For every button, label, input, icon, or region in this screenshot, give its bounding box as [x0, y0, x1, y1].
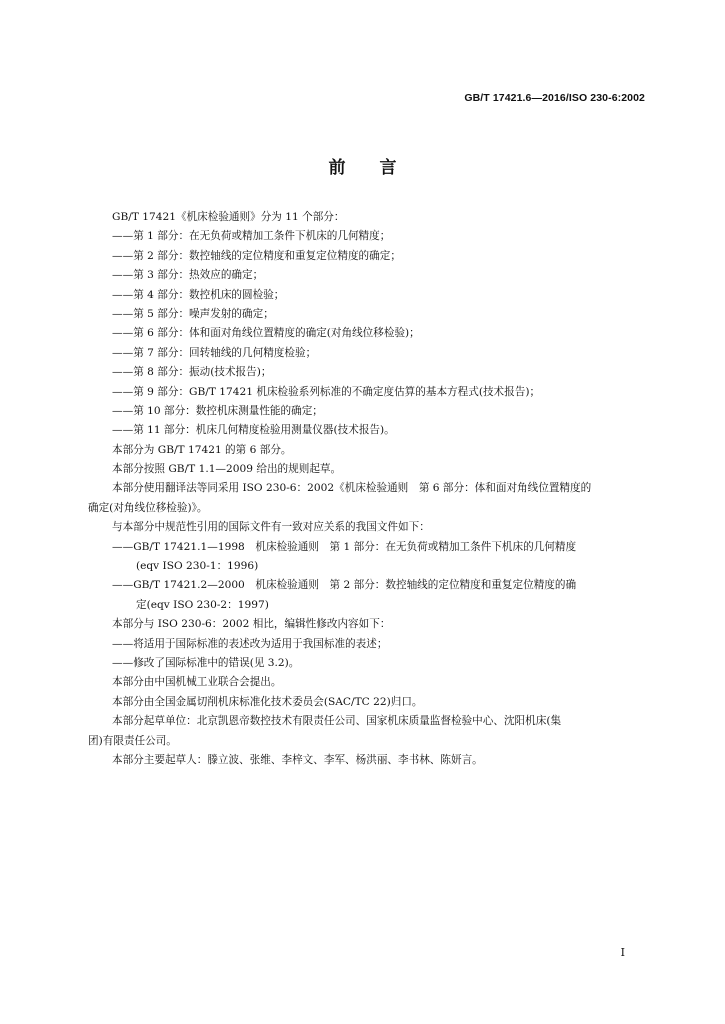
paragraph-part-statement: 本部分为 GB/T 17421 的第 6 部分。 — [112, 443, 292, 456]
foreword-body — [88, 208, 646, 770]
paragraph-drafters: 本部分主要起草人：滕立波、张维、李梓文、李军、杨洪丽、李书林、陈妍言。 — [112, 753, 483, 766]
list-item-part-6: ——第 6 部分：体和面对角线位置精度的确定(对角线位移检验)； — [112, 327, 420, 340]
page-number: I — [620, 946, 625, 959]
list-item-part-8: ——第 8 部分：振动(技术报告)； — [112, 366, 272, 379]
reference-item-1-line-2: (eqv ISO 230-1：1996) — [136, 560, 259, 573]
list-item-part-2: ——第 2 部分：数控轴线的定位精度和重复定位精度的确定； — [112, 249, 401, 262]
paragraph-drafting-rules: 本部分按照 GB/T 1.1—2009 给出的规则起草。 — [112, 463, 342, 476]
paragraph-adoption-line-2: 确定(对角线位移检验)》。 — [88, 501, 208, 514]
reference-item-2-line-2: 定(eqv ISO 230-2：1997) — [136, 598, 269, 611]
paragraph-drafting-units-line-2: 团)有限责任公司。 — [88, 734, 177, 747]
change-item-1: ——将适用于国际标准的表述改为适用于我国标准的表述； — [112, 637, 388, 650]
reference-item-2-line-1: ——GB/T 17421.2—2000 机床检验通则 第 2 部分：数控轴线的定位精度和重复定位精度的确 — [112, 579, 577, 592]
list-item-part-1: ——第 1 部分：在无负荷或精加工条件下机床的几何精度； — [112, 230, 391, 243]
change-item-2: ——修改了国际标准中的错误(见 3.2)。 — [112, 656, 300, 669]
paragraph-intro: GB/T 17421《机床检验通则》分为 11 个部分： — [112, 211, 345, 223]
reference-item-1-line-1: ——GB/T 17421.1—1998 机床检验通则 第 1 部分：在无负荷或精加工条件下机床的几何精度 — [112, 540, 577, 553]
paragraph-references-intro: 与本部分中规范性引用的国际文件有一致对应关系的我国文件如下： — [112, 521, 430, 534]
list-item-part-11: ——第 11 部分：机床几何精度检验用测量仪器(技术报告)。 — [112, 424, 395, 437]
paragraph-editorial-changes: 本部分与 ISO 230-6：2002 相比，编辑性修改内容如下： — [112, 618, 391, 631]
list-item-part-3: ——第 3 部分：热效应的确定； — [112, 269, 264, 282]
list-item-part-7: ——第 7 部分：回转轴线的几何精度检验； — [112, 346, 317, 359]
list-item-part-9: ——第 9 部分：GB/T 17421 机床检验系列标准的不确定度估算的基本方程式(技术报告)； — [112, 385, 541, 398]
page-title: 前言 — [328, 158, 431, 178]
paragraph-drafting-units-line-1: 本部分起草单位：北京凯恩帝数控技术有限责任公司、国家机床质量监督检验中心、沈阳机床(集 — [112, 715, 562, 728]
paragraph-adoption-line-1: 本部分使用翻译法等同采用 ISO 230-6：2002《机床检验通则 第 6 部分：体和面对角线位置精度的 — [112, 482, 592, 495]
list-item-part-10: ——第 10 部分：数控机床测量性能的确定； — [112, 404, 323, 417]
list-item-part-5: ——第 5 部分：噪声发射的确定； — [112, 307, 274, 320]
list-item-part-4: ——第 4 部分：数控机床的圆检验； — [112, 288, 285, 301]
paragraph-managed-by: 本部分由全国金属切削机床标准化技术委员会(SAC/TC 22)归口。 — [112, 695, 423, 708]
standard-code-header: GB/T 17421.6—2016/ISO 230-6:2002 — [464, 92, 645, 104]
paragraph-proposed-by: 本部分由中国机械工业联合会提出。 — [112, 676, 282, 689]
